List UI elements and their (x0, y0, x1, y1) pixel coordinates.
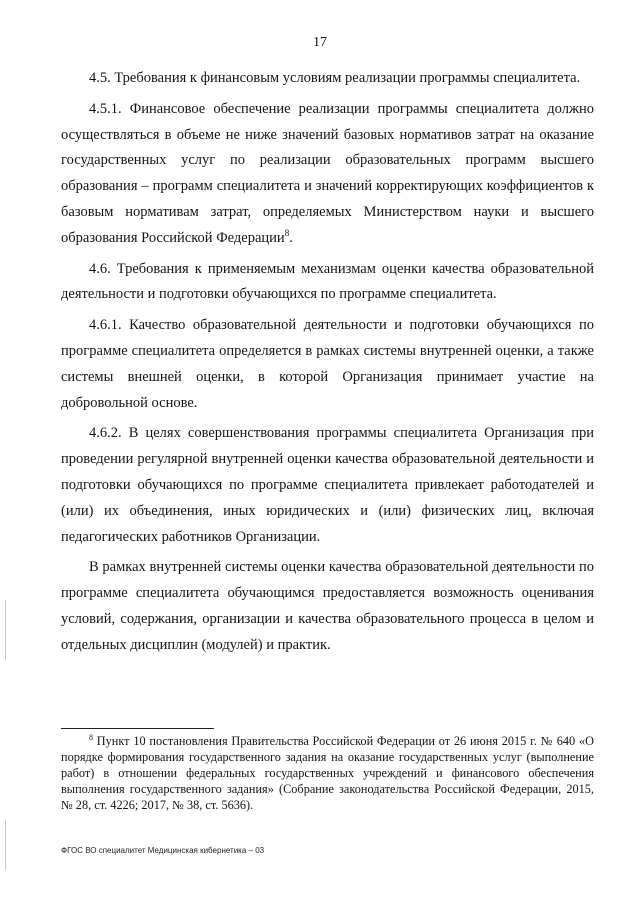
paragraph-4-6-1: 4.6.1. Качество образовательной деятельности и подготовки обучающихся по программе специалитета определяется в рамках системы внутренней оценки, а также системы внешней оценки, в которой Организация принимает участие на добровольной основе. (61, 317, 594, 411)
paragraph-4-5: 4.5. Требования к финансовым условиям реализации программы специалитета. (89, 70, 581, 86)
footnote (61, 733, 594, 813)
footnote-text: Пункт 10 постановления Правительства Российской Федерации от 26 июня 2015 г. № 640 «О порядке формирования государственного задания на оказание государственных услуг (выполнение работ) в отношении федеральных государственных учреждений и финансового обеспечения выполнения государственного задания» (Собрание законодательства Российской Федерации, 2015, № 28, ст. 4226; 2017, № 38, ст. 5636). (61, 734, 594, 812)
paragraph-4-5-1-text: 4.5.1. Финансовое обеспечение реализации программы специалитета должно осуществляться в объеме не ниже значений базовых нормативов затрат на оказание государственных услуг по реализации образовательных программ высшего образования – программ специалитета и значений корректирующих коэффициентов к базовым нормативам затрат, определяемых Министерством науки и высшего образования Российской Федерации (61, 100, 594, 246)
paragraph-4-5-1 (61, 97, 594, 252)
paragraph-internal-assessment: В рамках внутренней системы оценки качества образовательной деятельности по программе специалитета обучающимся предоставляется возможность оценивания условий, содержания, организации и качества образовательного процесса в целом и отдельных дисциплин (модулей) и практик. (61, 559, 594, 653)
document-body (61, 66, 594, 664)
scan-edge-mark (5, 600, 6, 660)
footnote-separator (61, 728, 214, 729)
footnote-mark: 8 (89, 732, 93, 742)
page-number: 17 (313, 35, 327, 50)
paragraph-end: . (289, 229, 293, 246)
footnote-reference[interactable]: 8 (284, 227, 290, 238)
scan-edge-mark (5, 820, 6, 870)
paragraph-4-6-2: 4.6.2. В целях совершенствования программы специалитета Организация при проведении регулярной внутренней оценки качества образовательной деятельности и подготовки обучающихся по программе специалитета привлекает работодателей и (или) их объединения, иных юридических и (или) физических лиц, включая педагогических работников Организации. (61, 425, 594, 545)
document-footer: ФГОС ВО специалитет Медицинская кибернетика – 03 (61, 846, 265, 855)
paragraph-4-6: 4.6. Требования к применяемым механизмам оценки качества образовательной деятельности и подготовки обучающихся по программе специалитета. (61, 260, 594, 303)
